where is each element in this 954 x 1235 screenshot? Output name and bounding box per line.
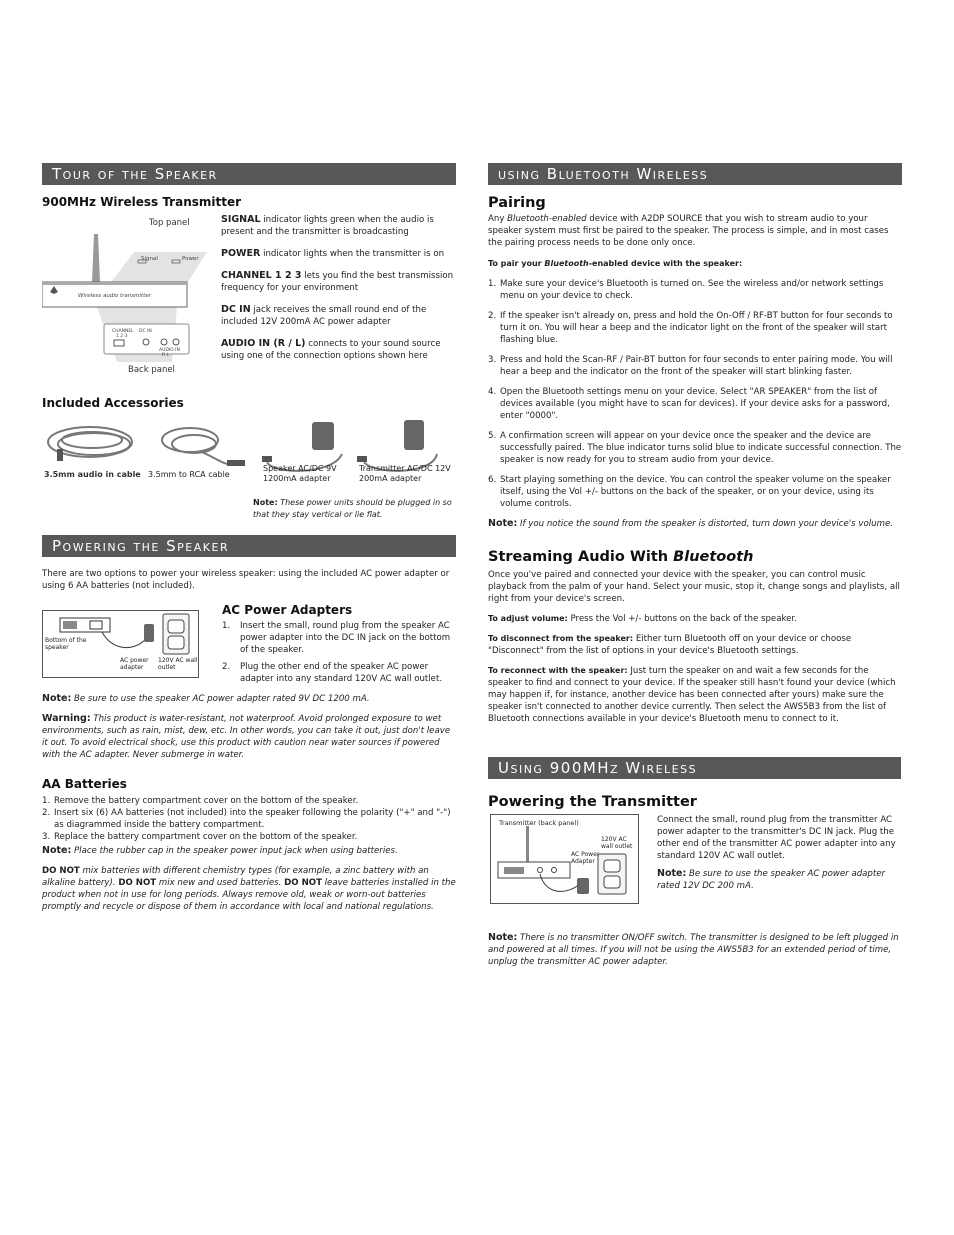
pairing-heading: Pairing bbox=[488, 195, 546, 211]
acc-label-transmitter-adapter-rating: 200mA adapter bbox=[359, 474, 422, 483]
channel-small-label: CHANNEL bbox=[112, 329, 134, 334]
fig-ac-label: AC power adapter bbox=[120, 657, 149, 671]
aa-steps-list bbox=[42, 795, 456, 843]
section-band-powering: Powering the Speaker bbox=[42, 535, 456, 557]
transmitter-power-section bbox=[488, 814, 902, 932]
feature-audioin: AUDIO IN (R / L) connects to your sound source using one of the connection options shown here bbox=[221, 338, 441, 361]
accessories-heading: Included Accessories bbox=[42, 396, 184, 410]
top-panel-label: Top panel bbox=[149, 218, 190, 228]
transmitter-note-2: Note: There is no transmitter ON/OFF switch. The transmitter is designed to be left plugged in and powered at all times. If you will not be using the AWS5B3 for an extended period of time, unplug the transmitter AC power adapter. bbox=[488, 932, 899, 967]
powering-transmitter-heading: Powering the Transmitter bbox=[488, 794, 697, 810]
list-item: 3. Press and hold the Scan-RF / Pair-BT button for four seconds to enter pairing mode. You will hear a beep and the indicator on the front of the speaker will start blinking faster. bbox=[488, 355, 893, 377]
list-item: 1. Insert the small, round plug from the speaker AC power adapter into the DC IN jack on the bottom of the speaker. bbox=[222, 621, 451, 655]
acc-label-rca-cable: 3.5mm to RCA cable bbox=[148, 470, 230, 479]
transmitter-power-text-block bbox=[657, 814, 902, 892]
fig-outlet-label: 120V AC wall outlet bbox=[158, 657, 198, 671]
section-band-bluetooth: using Bluetooth Wireless bbox=[488, 163, 902, 185]
acc-label-audio-cable: 3.5mm audio in cable bbox=[44, 470, 141, 479]
reconnect-text: To reconnect with the speaker: Just turn the speaker on and wait a few seconds for the speaker to find and connect to your device. If the speaker still hasn't found your device (which may happen if, for instance, another device has been connected after yours) make sure the speaker isn't connected to another device currently. Then select the AWS5B3 from the list of Bluetooth connections available in your device's Bluetooth menu to connect to it. bbox=[488, 666, 896, 724]
power-small-label: Power bbox=[182, 256, 199, 262]
left-column bbox=[42, 163, 456, 913]
accessories-figure bbox=[42, 410, 456, 528]
right-column bbox=[488, 163, 902, 968]
device-brand-label: Wireless audio transmitter bbox=[78, 293, 151, 299]
pairing-intro: Any Bluetooth-enabled device with A2DP SOURCE that you wish to stream audio to your speaker system must first be paired to the speaker. The process is simple, and in most cases the pairing process needs to be done only once. bbox=[488, 214, 889, 248]
acc-label-speaker-adapter: Speaker AC/DC 9V bbox=[263, 464, 337, 473]
list-item: 2. Insert six (6) AA batteries (not included) into the speaker following the polarity ("+" and "-") as diagrammed inside the battery compartment. bbox=[42, 808, 451, 830]
ac-steps-list bbox=[222, 620, 456, 685]
signal-small-label: Signal bbox=[141, 256, 158, 262]
rl-small-label: R L bbox=[162, 353, 170, 358]
channel-nums-small-label: 1 2 3 bbox=[116, 334, 128, 339]
do-not-warnings: DO NOT mix batteries with different chemistry types (for example, a zinc battery with an alkaline battery). DO NOT mix new and used batteries. DO NOT leave batteries installed in the product when not in use for long periods. Always remove old, weak or worn-out batteries promptly and recycle or dispose of them in accordance with local and national regulations. bbox=[42, 866, 456, 912]
fig-transmitter-title: Transmitter (back panel) bbox=[499, 819, 579, 827]
feature-channel: CHANNEL 1 2 3 lets you find the best transmission frequency for your environment bbox=[221, 270, 454, 293]
section-band-900mhz: Using 900MHz Wireless bbox=[488, 757, 901, 779]
transmitter-power-illustration bbox=[490, 814, 640, 904]
feature-dcin: DC IN jack receives the small round end of the included 12V 200mA AC power adapter bbox=[221, 304, 427, 327]
ac-adapters-block bbox=[222, 603, 456, 685]
acc-label-speaker-adapter-rating: 1200mA adapter bbox=[263, 474, 331, 483]
list-item: 1. Make sure your device's Bluetooth is turned on. See the wireless and/or network settings menu on your device to check. bbox=[488, 279, 884, 301]
streaming-intro: Once you've paired and connected your device with the speaker, you can control music playback from the palm of your hand. Select your music, stop it, change songs and playlists, all right from your device's screen. bbox=[488, 570, 900, 604]
streaming-heading: Streaming Audio With Bluetooth bbox=[488, 549, 754, 565]
transmitter-heading: 900MHz Wireless Transmitter bbox=[42, 195, 242, 209]
transmitter-figure bbox=[42, 212, 456, 382]
list-item: 2. If the speaker isn't already on, press and hold the On-Off / RF-BT button for four seconds to turn it on. You will hear a beep and the indicator light on the front of the speaker will start flashing blue. bbox=[488, 311, 893, 345]
dcin-small-label: DC IN bbox=[139, 329, 152, 334]
list-item: 6. Start playing something on the device. You can control the speaker volume on the speaker itself, using the Vol +/- buttons on the back of the speaker, or on your device, using its volume controls. bbox=[488, 475, 891, 509]
ac-section bbox=[42, 603, 456, 688]
transmitter-power-text: Connect the small, round plug from the transmitter AC power adapter to the transmitter's DC IN jack. Plug the other end of the transmitter AC power adapter into any standard 120V AC wall outlet. bbox=[657, 815, 896, 861]
feature-power: POWER indicator lights when the transmitter is on bbox=[221, 248, 445, 259]
section-band-tour: Tour of the Speaker bbox=[42, 163, 456, 185]
feature-list bbox=[221, 214, 456, 362]
acc-label-transmitter-adapter: Transmitter AC/DC 12V bbox=[359, 464, 451, 473]
feature-signal: SIGNAL indicator lights green when the audio is present and the transmitter is broadcasting bbox=[221, 214, 434, 237]
pairing-steps-list bbox=[488, 278, 902, 510]
to-pair-lead: To pair your Bluetooth-enabled device with the speaker: bbox=[488, 259, 743, 268]
powering-intro: There are two options to power your wireless speaker: using the included AC power adapter or using 6 AA batteries (not included). bbox=[42, 569, 450, 591]
fig-adapter-label: AC Power Adapter bbox=[571, 851, 600, 865]
list-item: 5. A confirmation screen will appear on your device once the speaker and the device are successfully paired. The blue indicator turns solid blue to indicate successful connection. The speaker is now ready for you to stream audio from your device. bbox=[488, 431, 902, 465]
bluetooth-note: Note: If you notice the sound from the speaker is distorted, turn down your device's volume. bbox=[488, 518, 893, 529]
aa-note: Note: Place the rubber cap in the speaker power input jack when using batteries. bbox=[42, 845, 398, 856]
accessories-note: Note: These power units should be plugged in so that they stay vertical or lie flat. bbox=[253, 498, 452, 519]
ac-adapters-heading: AC Power Adapters bbox=[222, 603, 353, 617]
list-item: 4. Open the Bluetooth settings menu on your device. Select "AR SPEAKER" from the list of devices available (you might have to scan for devices). If your device asks for a password, enter "0000". bbox=[488, 387, 890, 421]
disconnect-text: To disconnect from the speaker: Either turn Bluetooth off on your device or choose "Disconnect" from the list of options in your device's Bluetooth settings. bbox=[488, 634, 852, 656]
fig-outlet-label: 120V AC wall outlet bbox=[601, 836, 633, 850]
fig-bottom-label: Bottom of the speaker bbox=[45, 637, 87, 651]
list-item: 1. Remove the battery compartment cover on the bottom of the speaker. bbox=[42, 796, 359, 806]
audioin-small-label: AUDIO IN bbox=[159, 348, 180, 353]
transmitter-note-1: Note: Be sure to use the speaker AC power adapter rated 12V DC 200 mA. bbox=[657, 868, 886, 891]
back-panel-label: Back panel bbox=[128, 365, 175, 375]
adjust-volume-text: To adjust volume: Press the Vol +/- buttons on the back of the speaker. bbox=[488, 614, 797, 624]
list-item: 2. Plug the other end of the speaker AC power adapter into any standard 120V AC wall outlet. bbox=[222, 662, 443, 684]
ac-note: Note: Be sure to use the speaker AC power adapter rated 9V DC 1200 mA. bbox=[42, 693, 370, 704]
aa-heading: AA Batteries bbox=[42, 777, 127, 791]
list-item: 3. Replace the battery compartment cover on the bottom of the speaker. bbox=[42, 832, 358, 842]
warning-text: Warning: This product is water-resistant, not waterproof. Avoid prolonged exposure to wet environments, such as rain, mist, dew, etc. In other words, you can take it out, just don't leave it out. To avoid electrical shock, use this product with caution near water sources if powered with the AC adapter. Never submerge in water. bbox=[42, 713, 451, 760]
